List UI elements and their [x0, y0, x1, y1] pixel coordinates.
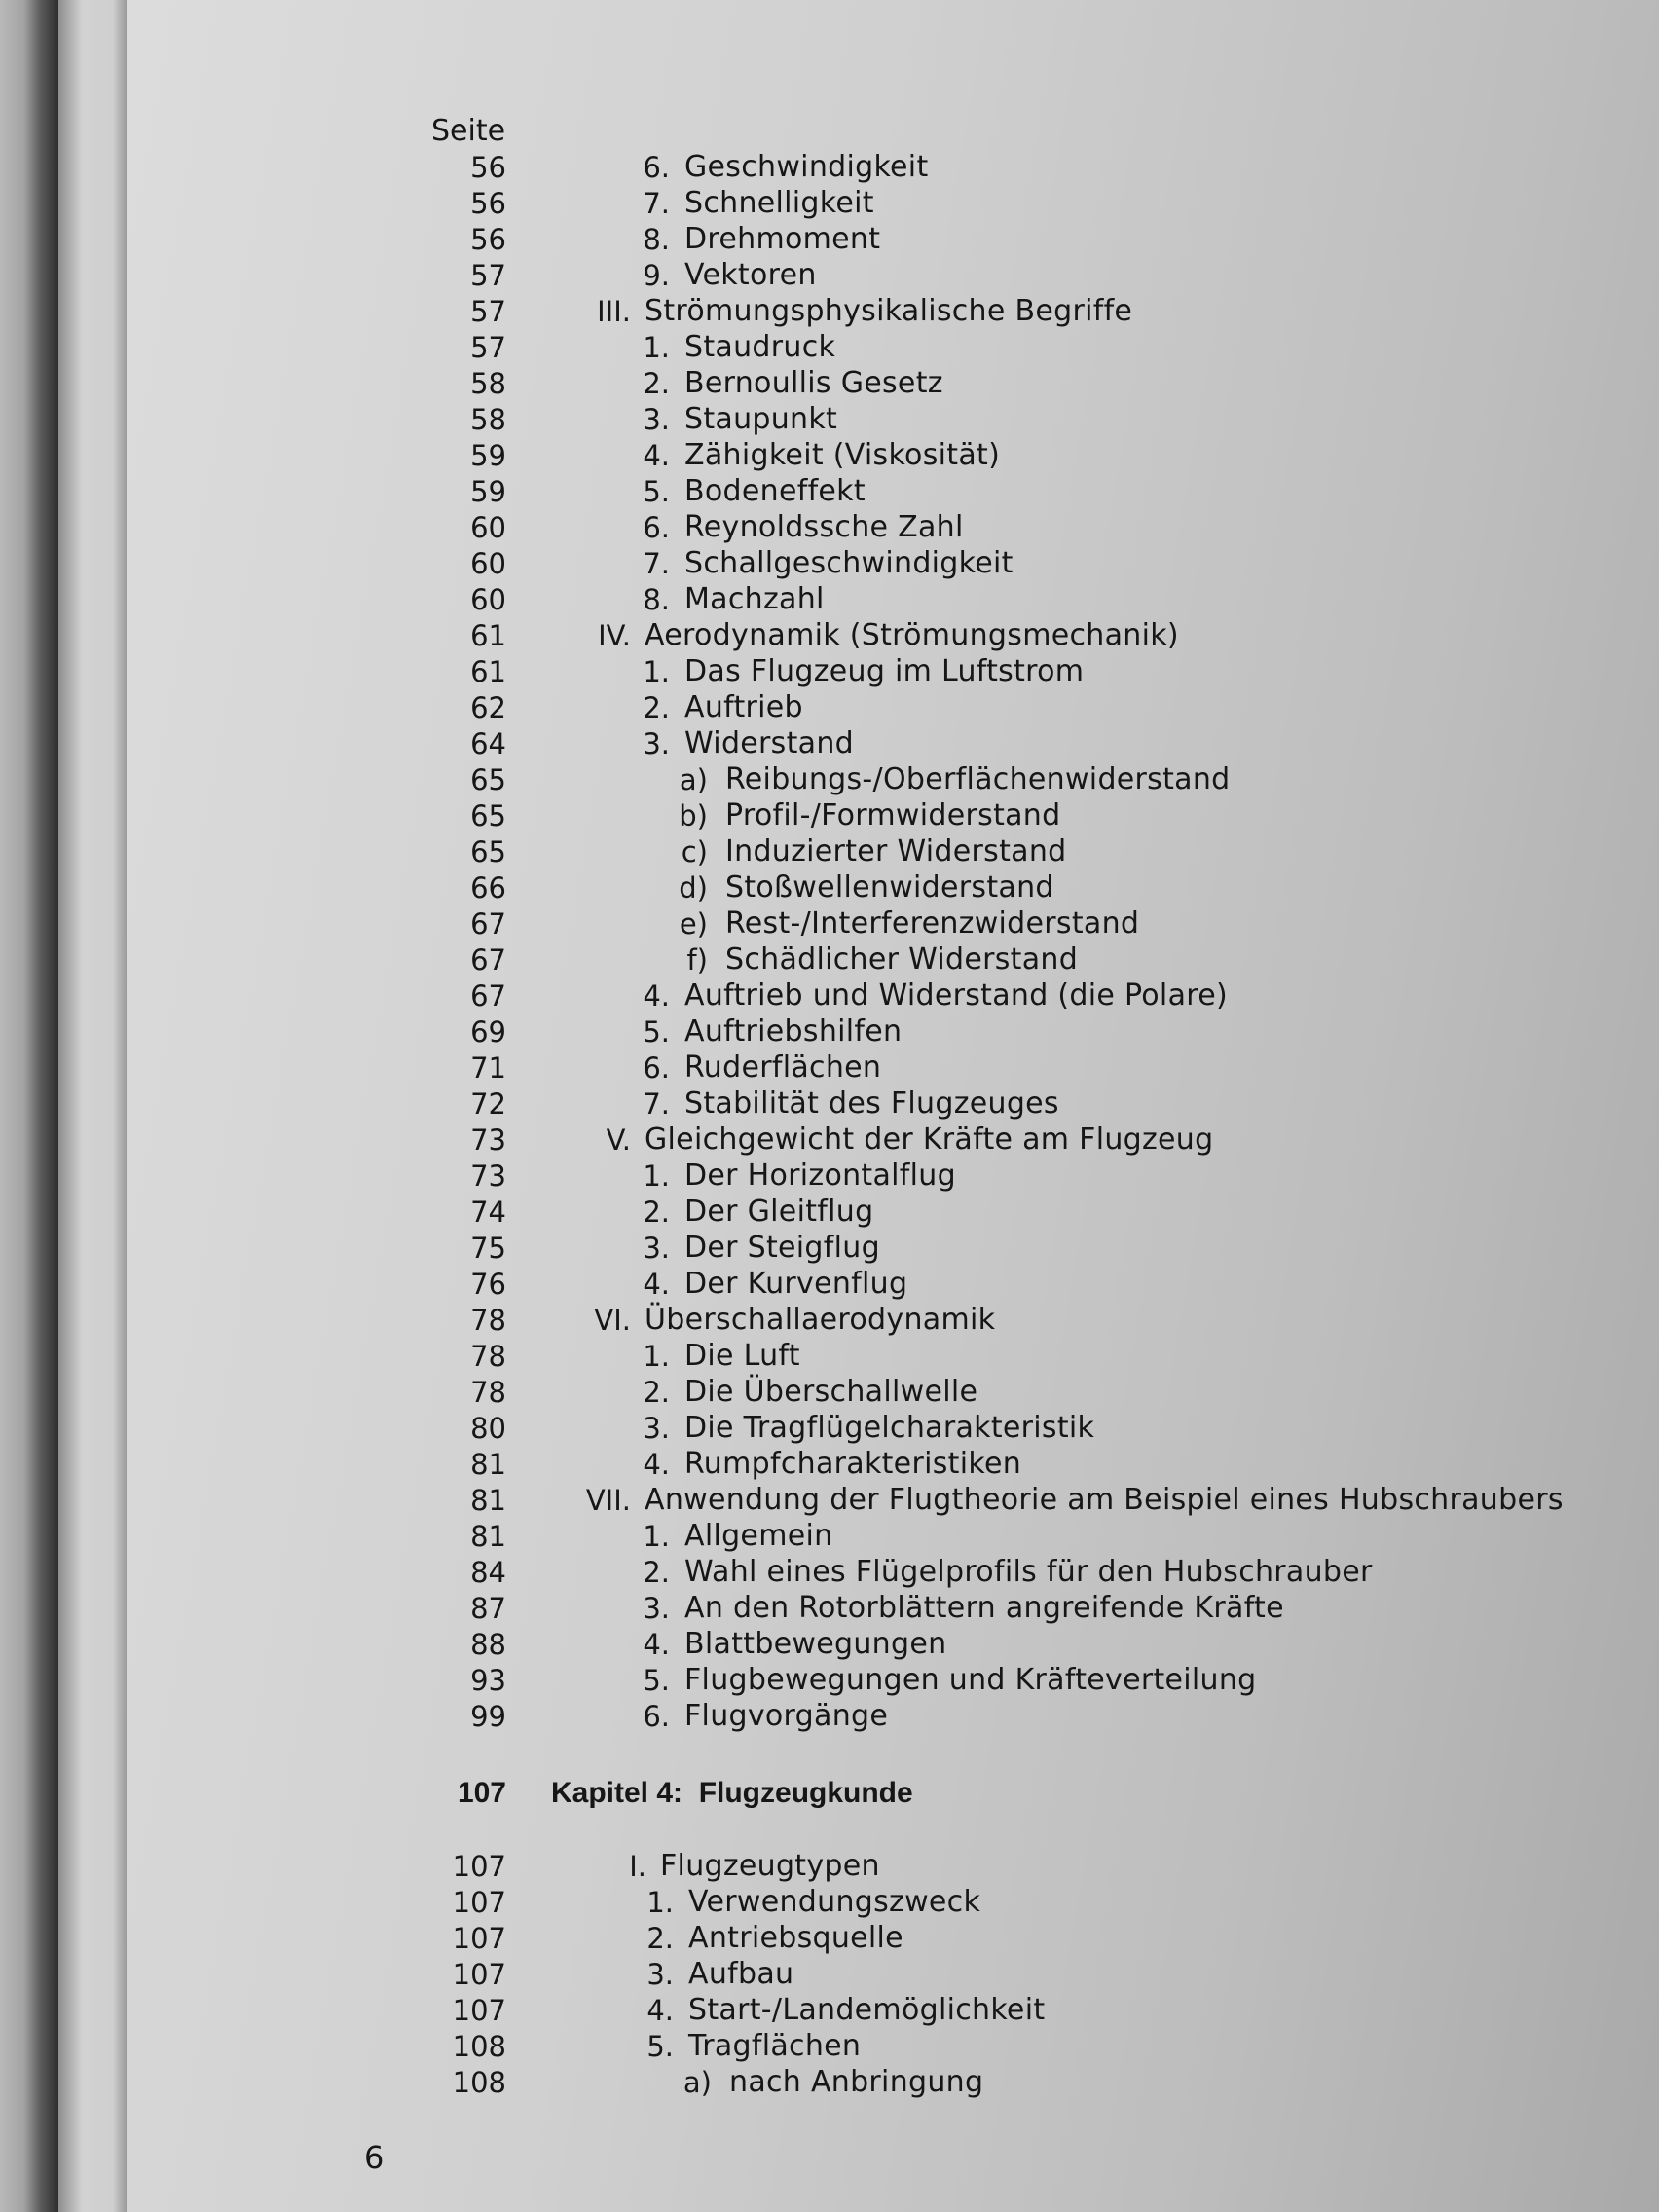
toc-entry — [0, 1445, 1659, 1484]
toc-entry — [0, 904, 1659, 943]
item-marker: 8. — [643, 583, 670, 616]
toc-entry — [0, 616, 1659, 655]
item-title: Widerstand — [684, 726, 855, 760]
toc-page-number: 56 — [470, 223, 506, 256]
toc-page-number: 87 — [470, 1592, 506, 1625]
item-title: Vektoren — [684, 258, 817, 292]
toc-entry — [0, 436, 1659, 475]
item-marker: 2. — [646, 1922, 674, 1955]
item-title: Reynoldssche Zahl — [684, 510, 964, 544]
toc-page-number: 99 — [470, 1700, 506, 1733]
item-marker: b) — [679, 799, 708, 832]
item-marker: 2. — [643, 691, 670, 724]
item-marker: c) — [681, 835, 708, 868]
toc-page-number: 61 — [470, 655, 506, 688]
page-number: 6 — [364, 2139, 385, 2176]
toc-entry — [0, 688, 1659, 727]
toc-entry — [0, 652, 1659, 691]
chapter-heading-row — [0, 1774, 1659, 1813]
item-title: Das Flugzeug im Luftstrom — [684, 654, 1085, 688]
toc-entry — [0, 1991, 1659, 2030]
item-title: Die Luft — [684, 1339, 800, 1373]
toc-page-number: 107 — [457, 1777, 506, 1809]
toc-page-number: 58 — [470, 403, 506, 436]
toc-page-number: 65 — [470, 835, 506, 868]
item-marker: 3. — [643, 403, 670, 436]
item-marker: 6. — [643, 151, 670, 184]
toc-entry — [0, 1481, 1659, 1520]
item-title: Zähigkeit (Viskosität) — [684, 438, 1001, 472]
toc-entry — [0, 1157, 1659, 1196]
item-title: Aufbau — [688, 1957, 794, 1991]
toc-page-number: 76 — [470, 1268, 506, 1301]
item-marker: a) — [682, 2066, 712, 2099]
toc-entry — [0, 2027, 1659, 2066]
toc-entry — [0, 1589, 1659, 1628]
toc-page-number: 57 — [470, 259, 506, 292]
item-marker: 4. — [643, 439, 670, 472]
section-title: Aerodynamik (Strömungsmechanik) — [645, 618, 1179, 652]
item-title: Antriebsquelle — [688, 1921, 903, 1955]
toc-entry — [0, 1049, 1659, 1088]
item-marker: a) — [679, 763, 708, 796]
toc-entry — [0, 832, 1659, 871]
toc-page-number: 57 — [470, 331, 506, 364]
section-title: Anwendung der Flugtheorie am Beispiel eines Hubschraubers — [645, 1483, 1564, 1517]
item-marker: 9. — [643, 259, 670, 292]
toc-page-number: 107 — [452, 1886, 506, 1919]
item-title: Staupunkt — [684, 402, 838, 436]
item-title: Geschwindigkeit — [684, 150, 929, 184]
item-marker: 2. — [643, 1376, 670, 1409]
item-title: Drehmoment — [684, 222, 881, 256]
toc-entry — [0, 256, 1659, 295]
toc-page-number: 69 — [470, 1015, 506, 1049]
item-title: Die Überschallwelle — [684, 1375, 978, 1409]
toc-page-number: 84 — [470, 1556, 506, 1589]
toc-entry — [0, 1409, 1659, 1448]
item-title: Die Tragflügelcharakteristik — [684, 1411, 1095, 1445]
toc-page-number: 107 — [452, 1994, 506, 2027]
toc-entry — [0, 1883, 1659, 1922]
toc-page-number: 73 — [470, 1160, 506, 1193]
toc-page-number: 93 — [470, 1664, 506, 1697]
toc-entry — [0, 1301, 1659, 1340]
item-title: Bernoullis Gesetz — [684, 366, 943, 400]
item-title: Flugvorgänge — [684, 1699, 889, 1733]
section-numeral: III. — [597, 295, 631, 328]
toc-page-number: 61 — [470, 619, 506, 652]
item-title: Der Steigflug — [684, 1231, 880, 1265]
toc-entry — [0, 1517, 1659, 1556]
item-marker: 4. — [643, 1268, 670, 1301]
toc-page-number: 66 — [470, 871, 506, 904]
toc-page-number: 65 — [470, 763, 506, 796]
toc-page-number: 108 — [452, 2066, 506, 2099]
item-title: Start-/Landemöglichkeit — [688, 1993, 1046, 2027]
item-marker: 3. — [643, 1592, 670, 1625]
item-marker: 2. — [643, 1196, 670, 1229]
toc-page-number: 73 — [470, 1124, 506, 1157]
item-marker: 3. — [643, 727, 670, 760]
item-title: Flugbewegungen und Kräfteverteilung — [684, 1663, 1257, 1697]
toc-page-number: 59 — [470, 439, 506, 472]
toc-entry — [0, 1553, 1659, 1592]
item-marker: 4. — [643, 979, 670, 1013]
section-numeral: V. — [606, 1124, 631, 1157]
toc-entry — [0, 868, 1659, 907]
section-title: Flugzeugtypen — [660, 1849, 880, 1883]
item-title: Rest-/Interferenzwiderstand — [725, 906, 1140, 940]
toc-entry — [0, 724, 1659, 763]
toc-page-number: 108 — [452, 2030, 506, 2063]
section-title: Strömungsphysikalische Begriffe — [645, 294, 1133, 328]
section-title: Gleichgewicht der Kräfte am Flugzeug — [645, 1123, 1214, 1157]
toc-entry — [0, 760, 1659, 799]
toc-entry — [0, 1121, 1659, 1160]
item-title: Schnelligkeit — [684, 186, 874, 220]
item-title: Staudruck — [684, 330, 836, 364]
item-title: Der Horizontalflug — [684, 1159, 956, 1193]
item-marker: d) — [679, 871, 708, 904]
item-title: Tragflächen — [688, 2029, 862, 2063]
toc-page-number: 71 — [470, 1051, 506, 1085]
item-title: Profil-/Formwiderstand — [725, 798, 1061, 832]
item-marker: 6. — [643, 1051, 670, 1085]
toc-entry — [0, 220, 1659, 259]
item-title: Wahl eines Flügelprofils für den Hubschrauber — [684, 1555, 1373, 1589]
item-title: Bodeneffekt — [684, 474, 866, 508]
toc-entry — [0, 2063, 1659, 2102]
toc-page-number: 74 — [470, 1196, 506, 1229]
toc-entry — [0, 544, 1659, 583]
toc-entry — [0, 1337, 1659, 1376]
toc-entry — [0, 364, 1659, 403]
toc-page-number: 58 — [470, 367, 506, 400]
item-marker: 2. — [643, 1556, 670, 1589]
toc-entry — [0, 580, 1659, 619]
toc-entry — [0, 292, 1659, 331]
toc-entry — [0, 940, 1659, 979]
toc-page-number: 67 — [470, 979, 506, 1013]
item-marker: 1. — [643, 1340, 670, 1373]
toc-page-number: 60 — [470, 547, 506, 580]
toc-entry — [0, 328, 1659, 367]
toc-entry — [0, 1085, 1659, 1124]
item-marker: 2. — [643, 367, 670, 400]
toc-entry — [0, 1697, 1659, 1736]
toc-entry — [0, 184, 1659, 223]
toc-page-number: 107 — [452, 1850, 506, 1883]
item-title: Der Kurvenflug — [684, 1267, 908, 1301]
item-title: Stoßwellenwiderstand — [725, 870, 1054, 904]
item-marker: e) — [679, 907, 708, 940]
toc-entry — [0, 472, 1659, 511]
item-marker: 3. — [643, 1232, 670, 1265]
toc-entry — [0, 1955, 1659, 1994]
toc-page-number: 80 — [470, 1412, 506, 1445]
seite-column-header: Seite — [431, 114, 506, 148]
toc-page-number: 62 — [470, 691, 506, 724]
section-numeral: VI. — [594, 1304, 631, 1337]
item-marker: 7. — [643, 547, 670, 580]
toc-entry — [0, 148, 1659, 187]
item-title: nach Anbringung — [729, 2065, 984, 2099]
item-marker: 4. — [643, 1628, 670, 1661]
item-marker: 3. — [646, 1958, 674, 1991]
item-marker: 5. — [643, 475, 670, 508]
toc-entry — [0, 400, 1659, 439]
toc-page-number: 67 — [470, 943, 506, 977]
toc-entry — [0, 1661, 1659, 1700]
toc-page-number: 60 — [470, 511, 506, 544]
item-marker: 4. — [646, 1994, 674, 2027]
item-marker: 6. — [643, 511, 670, 544]
item-marker: 1. — [643, 1520, 670, 1553]
toc-entry — [0, 977, 1659, 1015]
item-marker: 1. — [643, 655, 670, 688]
toc-entry — [0, 1847, 1659, 1886]
toc-page-number: 75 — [470, 1232, 506, 1265]
toc-page-number: 81 — [470, 1484, 506, 1517]
toc-page-number: 57 — [470, 295, 506, 328]
item-title: Auftrieb — [684, 690, 803, 724]
item-marker: f) — [686, 943, 708, 977]
item-title: Auftriebshilfen — [684, 1014, 903, 1049]
toc-page-number: 78 — [470, 1376, 506, 1409]
toc-entry — [0, 1229, 1659, 1268]
item-marker: 5. — [646, 2030, 674, 2063]
toc-page-number: 56 — [470, 187, 506, 220]
item-title: Blattbewegungen — [684, 1627, 947, 1661]
toc-page-number: 56 — [470, 151, 506, 184]
toc-page-number: 64 — [470, 727, 506, 760]
item-marker: 1. — [643, 331, 670, 364]
section-numeral: VII. — [585, 1484, 631, 1517]
item-marker: 1. — [643, 1160, 670, 1193]
item-title: Ruderflächen — [684, 1051, 882, 1085]
toc-page-number: 107 — [452, 1958, 506, 1991]
toc-page-number: 88 — [470, 1628, 506, 1661]
toc-page-number: 78 — [470, 1340, 506, 1373]
item-title: Allgemein — [684, 1519, 833, 1553]
item-marker: 7. — [643, 187, 670, 220]
item-marker: 6. — [643, 1700, 670, 1733]
item-title: An den Rotorblättern angreifende Kräfte — [684, 1591, 1284, 1625]
item-title: Schädlicher Widerstand — [725, 942, 1079, 977]
section-numeral: I. — [629, 1850, 646, 1883]
toc-entry — [0, 1265, 1659, 1304]
toc-entry — [0, 1193, 1659, 1232]
item-title: Reibungs-/Oberflächenwiderstand — [725, 762, 1231, 796]
item-marker: 1. — [646, 1886, 674, 1919]
toc-page-number: 65 — [470, 799, 506, 832]
item-title: Machzahl — [684, 582, 825, 616]
item-title: Verwendungszweck — [688, 1885, 981, 1919]
toc-entry — [0, 1625, 1659, 1664]
section-numeral: IV. — [598, 619, 631, 652]
chapter-title: Kapitel 4: Flugzeugkunde — [551, 1777, 913, 1809]
item-title: Auftrieb und Widerstand (die Polare) — [684, 978, 1228, 1013]
toc-entry — [0, 1013, 1659, 1051]
item-marker: 5. — [643, 1664, 670, 1697]
toc-page-number: 107 — [452, 1922, 506, 1955]
item-marker: 8. — [643, 223, 670, 256]
toc-page-number: 81 — [470, 1520, 506, 1553]
toc-page-number: 81 — [470, 1448, 506, 1481]
toc-entry — [0, 1919, 1659, 1958]
toc-entry — [0, 508, 1659, 547]
item-marker: 5. — [643, 1015, 670, 1049]
toc-page-number: 78 — [470, 1304, 506, 1337]
toc-page-number: 72 — [470, 1088, 506, 1121]
item-marker: 4. — [643, 1448, 670, 1481]
item-marker: 3. — [643, 1412, 670, 1445]
toc-page-number: 67 — [470, 907, 506, 940]
item-marker: 7. — [643, 1088, 670, 1121]
item-title: Schallgeschwindigkeit — [684, 546, 1014, 580]
item-title: Stabilität des Flugzeuges — [684, 1087, 1059, 1121]
item-title: Rumpfcharakteristiken — [684, 1447, 1022, 1481]
toc-page-number: 59 — [470, 475, 506, 508]
section-title: Überschallaerodynamik — [645, 1303, 996, 1337]
toc-page-number: 60 — [470, 583, 506, 616]
item-title: Induzierter Widerstand — [725, 834, 1067, 868]
toc-entry — [0, 1373, 1659, 1412]
item-title: Der Gleitflug — [684, 1195, 874, 1229]
toc-entry — [0, 796, 1659, 835]
